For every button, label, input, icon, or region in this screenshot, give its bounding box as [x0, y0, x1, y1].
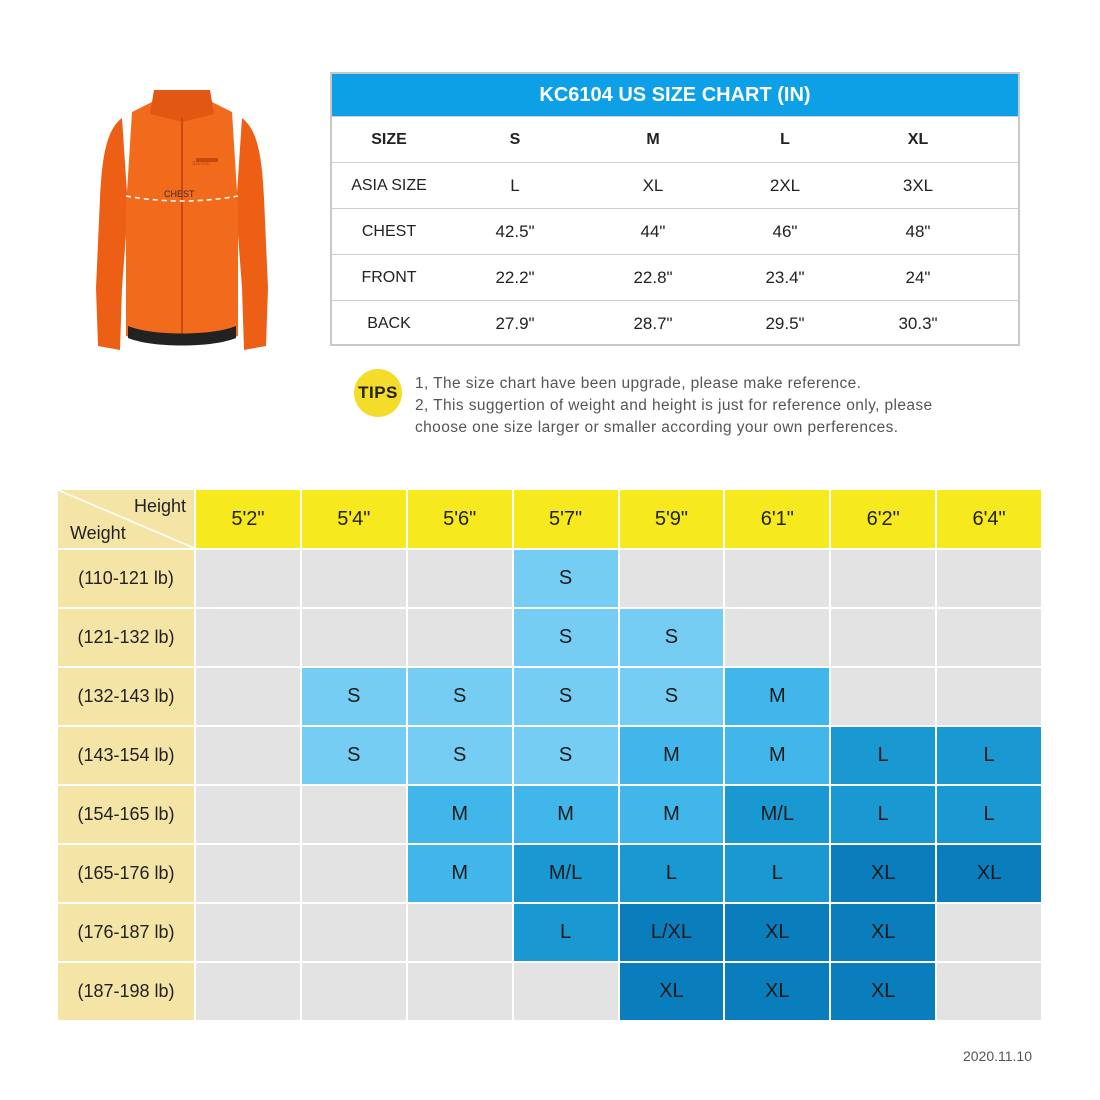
- size-header-cell: XL: [907, 130, 929, 148]
- size-recommendation-cell: XL: [831, 845, 935, 902]
- chest-label: CHEST: [164, 189, 195, 199]
- weight-row-label: (110-121 lb): [58, 550, 194, 607]
- size-recommendation-cell: L: [514, 904, 618, 961]
- size-value: 29.5": [765, 313, 805, 333]
- brand-logo: santic: [192, 160, 211, 167]
- tip-line: 2, This suggertion of weight and height is just for reference only, please: [415, 397, 933, 414]
- size-recommendation-cell: [196, 786, 300, 843]
- size-recommendation-cell: S: [514, 727, 618, 784]
- size-value: 23.4": [765, 267, 805, 287]
- size-header-cell: L: [780, 130, 790, 148]
- size-recommendation-cell: S: [514, 609, 618, 666]
- weight-row-label: (187-198 lb): [58, 963, 194, 1020]
- jacket-illustration: [92, 88, 272, 356]
- size-value: 44": [640, 221, 666, 241]
- size-recommendation-cell: [302, 786, 406, 843]
- height-weight-grid: [58, 490, 1041, 1020]
- size-recommendation-cell: L: [831, 727, 935, 784]
- height-header-cell: 5'4": [302, 490, 406, 548]
- size-recommendation-cell: L/XL: [620, 904, 724, 961]
- size-recommendation-cell: [937, 963, 1041, 1020]
- size-recommendation-cell: S: [408, 727, 512, 784]
- size-recommendation-cell: XL: [725, 963, 829, 1020]
- size-recommendation-cell: S: [302, 668, 406, 725]
- size-recommendation-cell: [408, 963, 512, 1020]
- size-recommendation-cell: XL: [831, 963, 935, 1020]
- size-recommendation-cell: M/L: [725, 786, 829, 843]
- size-recommendation-cell: [937, 550, 1041, 607]
- size-recommendation-cell: [937, 668, 1041, 725]
- size-recommendation-cell: [408, 609, 512, 666]
- date-stamp: 2020.11.10: [962, 1048, 1032, 1064]
- size-recommendation-cell: [408, 904, 512, 961]
- size-recommendation-cell: [408, 550, 512, 607]
- size-recommendation-cell: [725, 609, 829, 666]
- size-recommendation-cell: S: [620, 668, 724, 725]
- height-header-cell: 5'2": [196, 490, 300, 548]
- height-header-cell: 5'7": [514, 490, 618, 548]
- size-header-cell: S: [509, 130, 521, 148]
- size-value: 42.5": [495, 221, 535, 241]
- size-value: 48": [905, 221, 931, 241]
- size-recommendation-cell: XL: [831, 904, 935, 961]
- size-recommendation-cell: [196, 550, 300, 607]
- size-recommendation-cell: M/L: [514, 845, 618, 902]
- size-recommendation-cell: L: [725, 845, 829, 902]
- size-recommendation-cell: [831, 550, 935, 607]
- size-value: 27.9": [495, 313, 535, 333]
- size-recommendation-cell: [196, 904, 300, 961]
- size-recommendation-cell: L: [937, 786, 1041, 843]
- size-value: XL: [642, 175, 664, 195]
- size-chart-unit: (IN): [777, 83, 811, 106]
- size-recommendation-cell: L: [937, 727, 1041, 784]
- size-recommendation-cell: [196, 668, 300, 725]
- tip-line: 1, The size chart have been upgrade, please make reference.: [415, 375, 862, 392]
- size-chart-row: [332, 208, 1018, 254]
- size-chart-table: [330, 72, 1020, 346]
- size-recommendation-cell: [302, 904, 406, 961]
- weight-row-label: (154-165 lb): [58, 786, 194, 843]
- size-recommendation-cell: S: [302, 727, 406, 784]
- size-recommendation-cell: [831, 668, 935, 725]
- size-recommendation-cell: XL: [620, 963, 724, 1020]
- row-label: FRONT: [361, 268, 417, 286]
- size-recommendation-cell: L: [831, 786, 935, 843]
- size-recommendation-cell: M: [620, 786, 724, 843]
- size-value: L: [510, 175, 520, 195]
- height-header-cell: 6'2": [831, 490, 935, 548]
- size-value: 46": [772, 221, 798, 241]
- size-recommendation-cell: M: [408, 845, 512, 902]
- size-recommendation-cell: [196, 963, 300, 1020]
- size-recommendation-cell: M: [725, 727, 829, 784]
- size-recommendation-cell: [302, 550, 406, 607]
- weight-row-label: (121-132 lb): [58, 609, 194, 666]
- size-chart-row: [332, 254, 1018, 300]
- size-recommendation-cell: [196, 609, 300, 666]
- size-chart-header-row: [332, 116, 1018, 162]
- height-header-cell: 5'9": [620, 490, 724, 548]
- size-value: 22.8": [633, 267, 673, 287]
- size-chart-row: [332, 300, 1018, 346]
- size-value: 24": [905, 267, 931, 287]
- size-recommendation-cell: S: [514, 668, 618, 725]
- weight-row-label: (132-143 lb): [58, 668, 194, 725]
- weight-row-label: (143-154 lb): [58, 727, 194, 784]
- size-value: 22.2": [495, 267, 535, 287]
- size-recommendation-cell: [196, 727, 300, 784]
- weight-axis-label: Weight: [70, 523, 126, 543]
- size-chart-row: [332, 162, 1018, 208]
- size-chart-title: KC6104 US SIZE CHART (IN): [332, 74, 1018, 116]
- size-recommendation-cell: S: [620, 609, 724, 666]
- size-recommendation-cell: XL: [937, 845, 1041, 902]
- size-recommendation-cell: S: [408, 668, 512, 725]
- tips-badge: TIPS: [354, 369, 402, 417]
- row-label: ASIA SIZE: [351, 176, 427, 194]
- size-recommendation-cell: [725, 550, 829, 607]
- weight-row-label: (176-187 lb): [58, 904, 194, 961]
- size-recommendation-cell: L: [620, 845, 724, 902]
- size-value: 2XL: [769, 175, 801, 195]
- height-axis-label: Height: [133, 496, 186, 516]
- size-header-cell: M: [646, 130, 660, 148]
- size-recommendation-cell: M: [408, 786, 512, 843]
- row-label: CHEST: [361, 222, 417, 240]
- row-label: BACK: [367, 314, 411, 332]
- size-recommendation-cell: M: [620, 727, 724, 784]
- tips-text: [415, 373, 1015, 439]
- height-header-cell: 6'4": [937, 490, 1041, 548]
- size-value: 3XL: [902, 175, 934, 195]
- size-recommendation-cell: [937, 609, 1041, 666]
- size-recommendation-cell: [302, 963, 406, 1020]
- size-recommendation-cell: [196, 845, 300, 902]
- size-recommendation-cell: [620, 550, 724, 607]
- size-recommendation-cell: M: [725, 668, 829, 725]
- size-recommendation-cell: [514, 963, 618, 1020]
- size-recommendation-cell: S: [514, 550, 618, 607]
- size-recommendation-cell: [302, 845, 406, 902]
- size-recommendation-cell: M: [514, 786, 618, 843]
- size-recommendation-cell: XL: [725, 904, 829, 961]
- height-header-cell: 6'1": [725, 490, 829, 548]
- size-header-cell: SIZE: [371, 130, 407, 148]
- size-value: 30.3": [898, 313, 938, 333]
- size-recommendation-cell: [302, 609, 406, 666]
- size-recommendation-cell: [831, 609, 935, 666]
- grid-corner: [58, 490, 194, 548]
- tip-line: choose one size larger or smaller according your own perferences.: [415, 419, 899, 436]
- weight-row-label: (165-176 lb): [58, 845, 194, 902]
- size-recommendation-cell: [937, 904, 1041, 961]
- size-value: 28.7": [633, 313, 673, 333]
- height-header-cell: 5'6": [408, 490, 512, 548]
